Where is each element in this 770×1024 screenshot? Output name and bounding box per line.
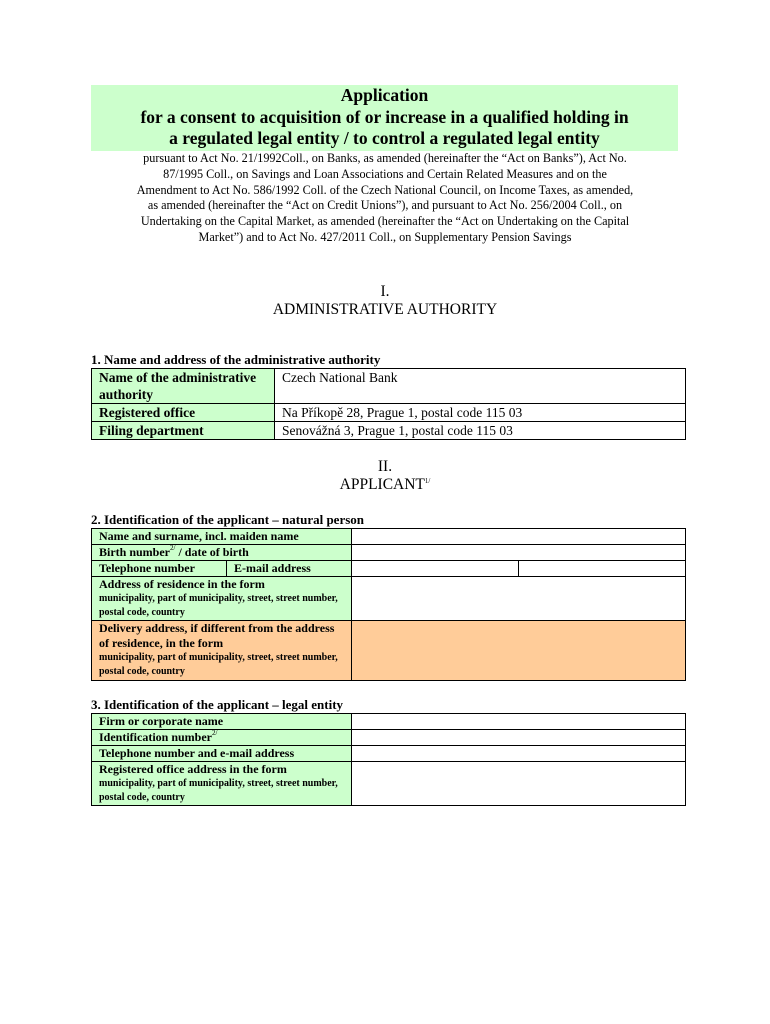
authority-table xyxy=(91,368,686,440)
subtitle-line-4: as amended (hereinafter the “Act on Credit Unions”), and pursuant to Act No. 256/2004 Coll., on xyxy=(147,198,623,213)
title-line-3: a regulated legal entity / to control a regulated legal entity xyxy=(169,128,600,148)
section-2-heading-text: APPLICANT xyxy=(339,476,425,493)
authority-name-value: Czech National Bank xyxy=(275,369,686,404)
birth-number-footnote: 2/ xyxy=(170,544,176,552)
table-row xyxy=(92,561,686,577)
email-label: E-mail address xyxy=(227,561,352,577)
table-row xyxy=(92,762,686,806)
delivery-format-hint: municipality, part of municipality, street, street number, postal code, country xyxy=(99,652,338,677)
residence-label xyxy=(92,577,352,621)
table-row xyxy=(92,714,686,730)
phone-label: Telephone number xyxy=(92,561,227,577)
section-1-heading: ADMINISTRATIVE AUTHORITY xyxy=(272,301,498,318)
residence-format-hint: municipality, part of municipality, street, street number, postal code, country xyxy=(99,593,338,618)
name-input[interactable] xyxy=(352,529,686,545)
residence-label-text: Address of residence in the form xyxy=(99,577,265,591)
birth-date-label-text: / date of birth xyxy=(175,545,249,559)
registered-office-label: Registered office xyxy=(92,404,275,422)
registered-office-value: Na Příkopě 28, Prague 1, postal code 115 03 xyxy=(275,404,686,422)
registered-office-address-input[interactable] xyxy=(352,762,686,806)
question-2-title: 2. Identification of the applicant – natural person xyxy=(91,512,365,527)
table-row xyxy=(92,369,686,404)
phone-input[interactable] xyxy=(352,561,519,577)
identification-number-input[interactable] xyxy=(352,730,686,746)
legal-basis-text xyxy=(88,151,682,246)
table-row xyxy=(92,545,686,561)
table-row xyxy=(92,746,686,762)
delivery-label-text: Delivery address, if different from the address of residence, in the form xyxy=(99,621,335,650)
table-row xyxy=(92,577,686,621)
natural-person-table xyxy=(91,528,686,681)
name-label: Name and surname, incl. maiden name xyxy=(92,529,352,545)
table-row xyxy=(92,730,686,746)
subtitle-line-3: Amendment to Act No. 586/1992 Coll. of the Czech National Council, on Income Taxes, as amended, xyxy=(136,182,634,197)
identification-number-text: Identification number xyxy=(99,730,213,744)
delivery-address-input[interactable] xyxy=(352,621,686,681)
identification-number-footnote: 2/ xyxy=(212,729,218,737)
question-1-title: 1. Name and address of the administrative authority xyxy=(91,352,381,367)
section-2-footnote: 1/ xyxy=(424,477,431,485)
subtitle-line-1: pursuant to Act No. 21/1992Coll., on Banks, as amended (hereinafter the “Act on Banks”), Act No. xyxy=(143,151,627,165)
subtitle-line-2: 87/1995 Coll., on Savings and Loan Associations and Certain Related Measures and on the xyxy=(163,166,607,181)
section-2-heading xyxy=(0,475,770,494)
contact-label: Telephone number and e-mail address xyxy=(92,746,352,762)
residence-input[interactable] xyxy=(352,577,686,621)
section-1-roman: I. xyxy=(380,283,390,300)
table-row xyxy=(92,529,686,545)
contact-input[interactable] xyxy=(352,746,686,762)
title-line-1: Application xyxy=(340,85,429,105)
identification-number-label xyxy=(92,730,352,746)
birth-number-label-text: Birth number xyxy=(99,545,171,559)
filing-department-label: Filing department xyxy=(92,422,275,440)
subtitle-line-6: Market”) and to Act No. 427/2011 Coll., on Supplementary Pension Savings xyxy=(198,229,572,244)
firm-name-label: Firm or corporate name xyxy=(92,714,352,730)
title-line-2: for a consent to acquisition of or increase in a qualified holding in xyxy=(140,106,629,127)
filing-department-value: Senovážná 3, Prague 1, postal code 115 03 xyxy=(275,422,686,440)
table-row xyxy=(92,621,686,681)
application-title xyxy=(91,85,678,151)
question-3-title: 3. Identification of the applicant – legal entity xyxy=(91,697,344,712)
email-input[interactable] xyxy=(519,561,686,577)
authority-name-label: Name of the administrative authority xyxy=(92,369,275,404)
office-label-text: Registered office address in the form xyxy=(99,762,287,776)
delivery-address-label xyxy=(92,621,352,681)
office-format-hint: municipality, part of municipality, street, street number, postal code, country xyxy=(99,778,338,803)
legal-entity-table xyxy=(91,713,686,806)
birth-number-label xyxy=(92,545,352,561)
birth-number-input[interactable] xyxy=(352,545,686,561)
registered-office-address-label xyxy=(92,762,352,806)
subtitle-line-5: Undertaking on the Capital Market, as amended (hereinafter the “Act on Undertaking on the Capital xyxy=(140,214,630,229)
table-row xyxy=(92,404,686,422)
table-row xyxy=(92,422,686,440)
firm-name-input[interactable] xyxy=(352,714,686,730)
section-2-roman: II. xyxy=(377,458,393,475)
